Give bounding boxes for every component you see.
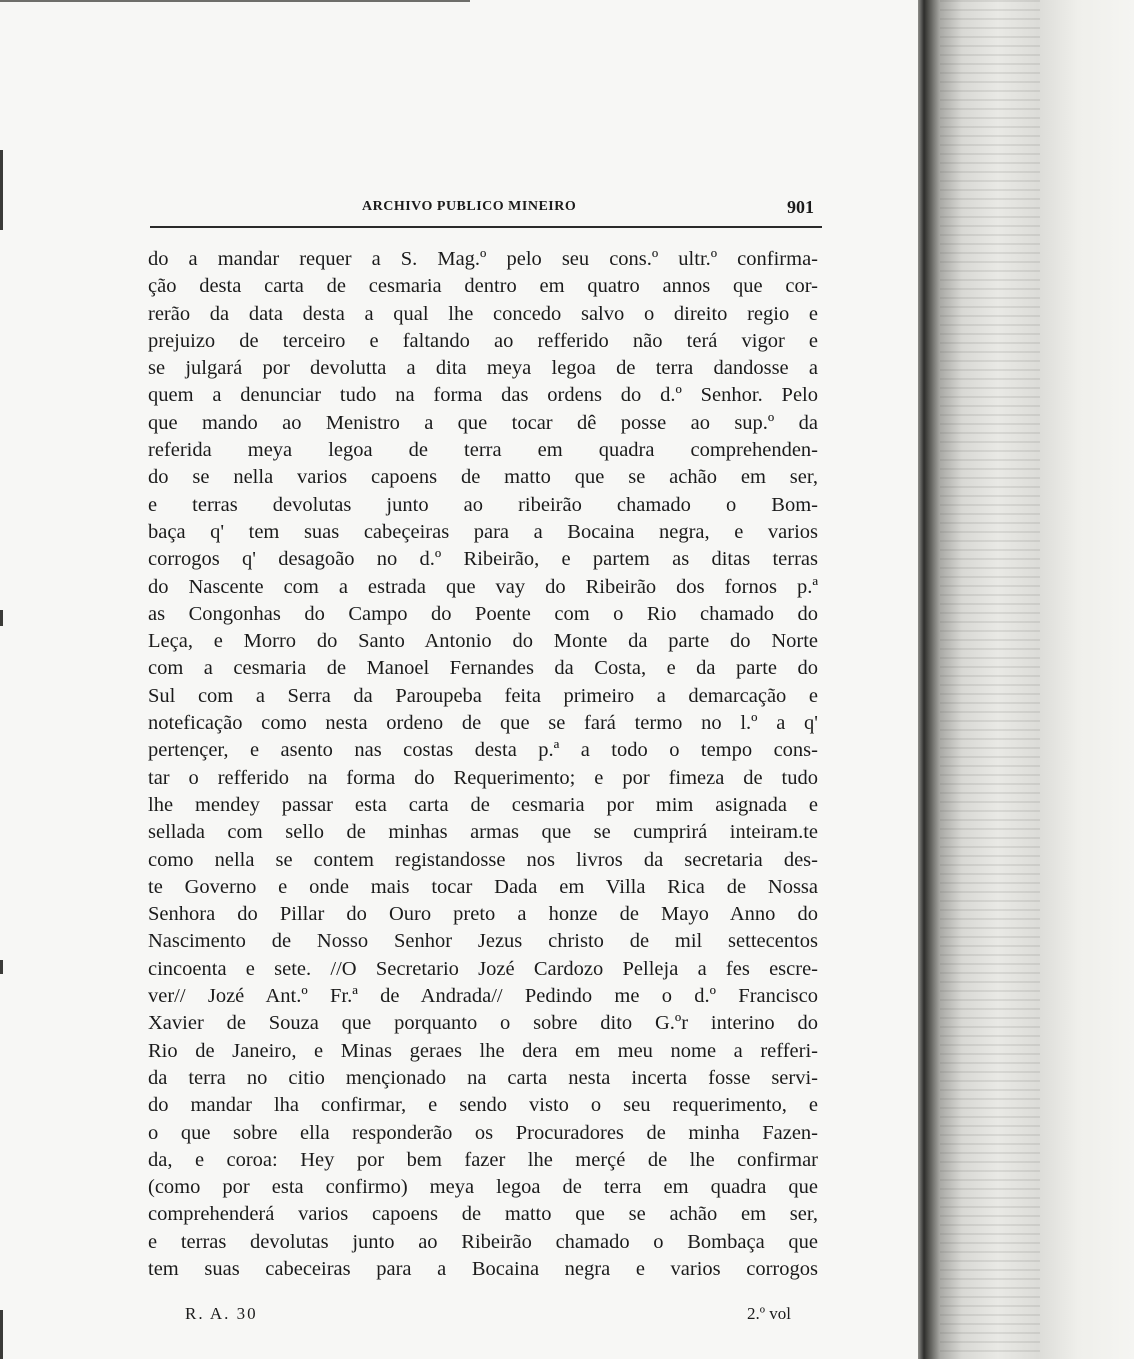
volume-label: 2.º vol — [747, 1304, 791, 1323]
text-line: cincoenta e sete. //O Secretario Jozé Cardozo Pelleja a fes escre- — [148, 957, 818, 980]
text-line: tem suas cabeceiras para a Bocaina negra e varios corrogos — [148, 1257, 818, 1280]
left-scan-mark — [0, 1310, 3, 1359]
text-line: prejuizo de terceiro e faltando ao refferido não terá vigor e — [148, 329, 818, 352]
text-line: do a mandar requer a S. Mag.º pelo seu cons.º ultr.º confirma- — [148, 248, 818, 270]
text-line: que mando ao Menistro a que tocar dê posse ao sup.º da — [148, 411, 818, 434]
text-line: se julgará por devolutta a dita meya legoa de terra dandosse a — [148, 357, 818, 380]
text-line: Senhora do Pillar do Ouro preto a honze de Mayo Anno do — [148, 903, 818, 926]
page-number: 901 — [787, 197, 814, 217]
text-line: do mandar lha confirmar, e sendo visto o seu requerimento, e — [148, 1094, 818, 1117]
text-line: com a cesmaria de Manoel Fernandes da Costa, e da parte do — [148, 657, 818, 680]
text-line: e terras devolutas junto ao Ribeirão chamado o Bombaça que — [148, 1230, 818, 1253]
text-line: lhe mendey passar esta carta de cesmaria por mim asignada e — [148, 793, 818, 816]
text-line: (como por esta confirmo) meya legoa de terra em quadra que — [148, 1176, 818, 1199]
text-line: Nascimento de Nosso Senhor Jezus christo de mil settecentos — [148, 930, 818, 953]
running-title: ARCHIVO PUBLICO MINEIRO — [362, 199, 577, 214]
text-line: o que sobre ella responderão os Procuradores de minha Fazen- — [148, 1121, 818, 1144]
text-line: quem a denunciar tudo na forma das ordens do d.º Senhor. Pelo — [148, 384, 818, 407]
top-scan-edge — [0, 0, 470, 2]
text-line: Leça, e Morro do Santo Antonio do Monte da parte do Norte — [148, 630, 818, 653]
header-rule — [150, 226, 822, 228]
text-line: da terra no citio mençionado na carta nesta incerta fosse servi- — [148, 1066, 818, 1089]
text-line: baça q' tem suas cabeçeiras para a Bocaina negra, e varios — [148, 520, 818, 543]
running-header — [150, 187, 820, 227]
text-line: ver// Jozé Ant.º Fr.ª de Andrada// Pedindo me o d.º Francisco — [148, 985, 818, 1008]
text-line: corrogos q' desagoão no d.º Ribeirão, e partem as ditas terras — [148, 548, 818, 571]
binding-texture — [940, 0, 1040, 1359]
text-line: referida meya legoa de terra em quadra comprehenden- — [148, 439, 818, 462]
text-line: noteficação como nesta ordeno de que se fará termo no l.º a q' — [148, 712, 818, 735]
text-line: Sul com a Serra da Paroupeba feita primeiro a demarcação e — [148, 684, 818, 707]
document-body — [148, 246, 818, 1283]
text-line: te Governo e onde mais tocar Dada em Villa Rica de Nossa — [148, 875, 818, 898]
page-footer — [185, 1304, 795, 1332]
text-line: como nella se contem registandosse nos livros da secretaria des- — [148, 848, 818, 871]
text-line: as Congonhas do Campo do Poente com o Rio chamado do — [148, 602, 818, 625]
text-line: comprehenderá varios capoens de matto que se achão em ser, — [148, 1203, 818, 1226]
text-line: e terras devolutas junto ao ribeirão chamado o Bom- — [148, 493, 818, 516]
text-line: da, e coroa: Hey por bem fazer lhe merçé de lhe confirmar — [148, 1148, 818, 1171]
left-scan-mark — [0, 610, 3, 626]
text-line: ção desta carta de cesmaria dentro em quatro annos que cor- — [148, 275, 818, 298]
text-line: Xavier de Souza que porquanto o sobre dito G.ºr interino do — [148, 1012, 818, 1035]
text-line: do Nascente com a estrada que vay do Ribeirão dos fornos p.ª — [148, 575, 818, 598]
signature-mark: R. A. 30 — [185, 1304, 258, 1323]
left-scan-mark — [0, 150, 3, 230]
left-scan-mark — [0, 960, 3, 974]
text-line: sellada com sello de minhas armas que se cumprirá inteiram.te — [148, 821, 818, 844]
text-line: Rio de Janeiro, e Minas geraes lhe dera em meu nome a refferi- — [148, 1039, 818, 1062]
text-line: rerão da data desta a qual lhe concedo salvo o direito regio e — [148, 302, 818, 325]
text-line: tar o refferido na forma do Requerimento; e por fimeza de tudo — [148, 766, 818, 789]
text-line: do se nella varios capoens de matto que se achão em ser, — [148, 466, 818, 489]
text-line: pertençer, e asento nas costas desta p.ª a todo o tempo cons- — [148, 739, 818, 762]
